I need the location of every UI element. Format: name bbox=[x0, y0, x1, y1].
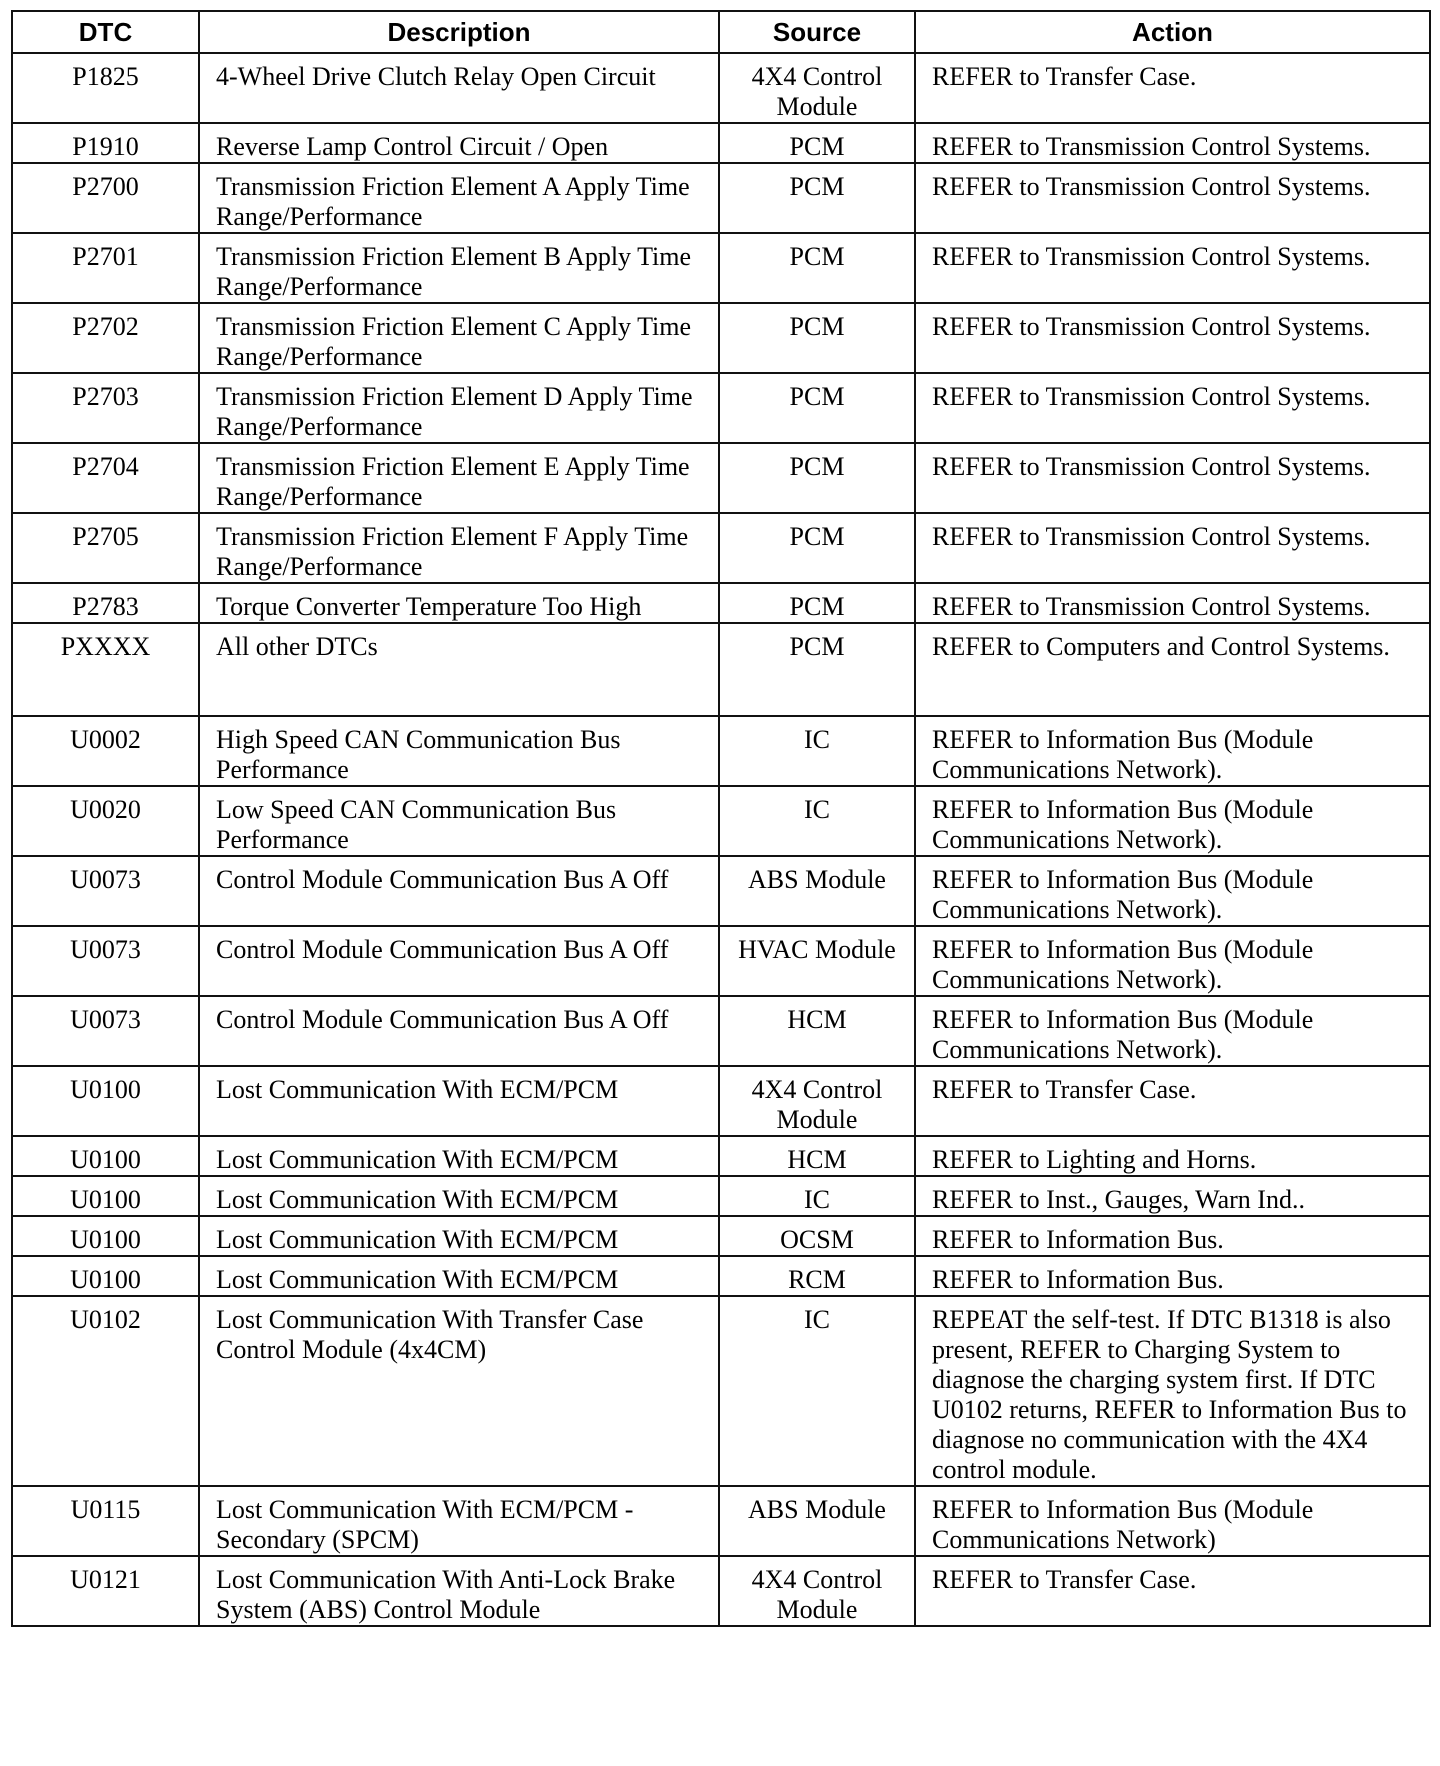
table-row bbox=[12, 716, 1430, 786]
source-cell: PCM bbox=[719, 123, 915, 163]
description-cell: Transmission Friction Element C Apply Time Range/Performance bbox=[199, 303, 719, 373]
table-row bbox=[12, 303, 1430, 373]
dtc-cell: U0100 bbox=[12, 1066, 199, 1136]
table-row bbox=[12, 996, 1430, 1066]
description-cell: Transmission Friction Element A Apply Time Range/Performance bbox=[199, 163, 719, 233]
action-cell: REFER to Transmission Control Systems. bbox=[915, 513, 1430, 583]
source-cell: PCM bbox=[719, 583, 915, 623]
header-dtc: DTC bbox=[12, 11, 199, 53]
description-cell: Transmission Friction Element D Apply Time Range/Performance bbox=[199, 373, 719, 443]
description-cell: Control Module Communication Bus A Off bbox=[199, 856, 719, 926]
source-cell: 4X4 Control Module bbox=[719, 1066, 915, 1136]
action-cell: REFER to Transmission Control Systems. bbox=[915, 303, 1430, 373]
description-cell: Torque Converter Temperature Too High bbox=[199, 583, 719, 623]
table-row bbox=[12, 233, 1430, 303]
header-description: Description bbox=[199, 11, 719, 53]
dtc-table bbox=[11, 10, 1431, 1627]
description-cell: Lost Communication With ECM/PCM - Secondary (SPCM) bbox=[199, 1486, 719, 1556]
dtc-cell: U0002 bbox=[12, 716, 199, 786]
table-row bbox=[12, 163, 1430, 233]
table-row bbox=[12, 1256, 1430, 1296]
source-cell: PCM bbox=[719, 513, 915, 583]
source-cell: PCM bbox=[719, 303, 915, 373]
description-cell: Lost Communication With ECM/PCM bbox=[199, 1176, 719, 1216]
action-cell: REFER to Information Bus (Module Communications Network). bbox=[915, 716, 1430, 786]
source-cell: PCM bbox=[719, 623, 915, 716]
table-row bbox=[12, 1176, 1430, 1216]
action-cell: REFER to Inst., Gauges, Warn Ind.. bbox=[915, 1176, 1430, 1216]
dtc-cell: U0073 bbox=[12, 996, 199, 1066]
source-cell: IC bbox=[719, 1176, 915, 1216]
dtc-cell: P2701 bbox=[12, 233, 199, 303]
action-cell: REFER to Computers and Control Systems. bbox=[915, 623, 1430, 716]
description-cell: Transmission Friction Element F Apply Time Range/Performance bbox=[199, 513, 719, 583]
dtc-cell: P2783 bbox=[12, 583, 199, 623]
source-cell: PCM bbox=[719, 443, 915, 513]
dtc-cell: P1910 bbox=[12, 123, 199, 163]
action-cell: REFER to Transfer Case. bbox=[915, 1066, 1430, 1136]
action-cell: REFER to Information Bus. bbox=[915, 1256, 1430, 1296]
action-cell: REFER to Transmission Control Systems. bbox=[915, 123, 1430, 163]
source-cell: PCM bbox=[719, 373, 915, 443]
action-cell: REFER to Information Bus (Module Communications Network). bbox=[915, 926, 1430, 996]
action-cell: REFER to Transmission Control Systems. bbox=[915, 233, 1430, 303]
source-cell: PCM bbox=[719, 163, 915, 233]
table-row bbox=[12, 786, 1430, 856]
dtc-cell: U0121 bbox=[12, 1556, 199, 1626]
description-cell: Low Speed CAN Communication Bus Performance bbox=[199, 786, 719, 856]
table-row bbox=[12, 1486, 1430, 1556]
dtc-cell: U0020 bbox=[12, 786, 199, 856]
source-cell: PCM bbox=[719, 233, 915, 303]
dtc-cell: P2700 bbox=[12, 163, 199, 233]
action-cell: REFER to Information Bus (Module Communications Network). bbox=[915, 996, 1430, 1066]
table-row bbox=[12, 53, 1430, 123]
description-cell: Lost Communication With Anti-Lock Brake System (ABS) Control Module bbox=[199, 1556, 719, 1626]
action-cell: REFER to Information Bus (Module Communications Network) bbox=[915, 1486, 1430, 1556]
dtc-cell: U0100 bbox=[12, 1256, 199, 1296]
source-cell: IC bbox=[719, 786, 915, 856]
table-row bbox=[12, 1216, 1430, 1256]
dtc-cell: PXXXX bbox=[12, 623, 199, 716]
table-row bbox=[12, 513, 1430, 583]
source-cell: IC bbox=[719, 1296, 915, 1486]
table-row bbox=[12, 1556, 1430, 1626]
header-action: Action bbox=[915, 11, 1430, 53]
description-cell: Control Module Communication Bus A Off bbox=[199, 996, 719, 1066]
table-row bbox=[12, 443, 1430, 513]
action-cell: REFER to Transmission Control Systems. bbox=[915, 163, 1430, 233]
action-cell: REFER to Transfer Case. bbox=[915, 53, 1430, 123]
table-row bbox=[12, 926, 1430, 996]
action-cell: REFER to Lighting and Horns. bbox=[915, 1136, 1430, 1176]
table-body bbox=[12, 53, 1430, 1626]
header-source: Source bbox=[719, 11, 915, 53]
source-cell: ABS Module bbox=[719, 856, 915, 926]
table-row bbox=[12, 373, 1430, 443]
description-cell: Transmission Friction Element E Apply Time Range/Performance bbox=[199, 443, 719, 513]
action-cell: REFER to Information Bus (Module Communications Network). bbox=[915, 786, 1430, 856]
description-cell: Lost Communication With ECM/PCM bbox=[199, 1216, 719, 1256]
dtc-cell: P1825 bbox=[12, 53, 199, 123]
description-cell: Lost Communication With ECM/PCM bbox=[199, 1136, 719, 1176]
description-cell: Transmission Friction Element B Apply Time Range/Performance bbox=[199, 233, 719, 303]
dtc-cell: U0102 bbox=[12, 1296, 199, 1486]
dtc-cell: P2705 bbox=[12, 513, 199, 583]
dtc-cell: U0100 bbox=[12, 1216, 199, 1256]
table-row bbox=[12, 1136, 1430, 1176]
table-row bbox=[12, 856, 1430, 926]
description-cell: Lost Communication With ECM/PCM bbox=[199, 1066, 719, 1136]
table-row bbox=[12, 583, 1430, 623]
source-cell: HCM bbox=[719, 1136, 915, 1176]
source-cell: HCM bbox=[719, 996, 915, 1066]
dtc-cell: P2702 bbox=[12, 303, 199, 373]
dtc-cell: U0073 bbox=[12, 856, 199, 926]
description-cell: Lost Communication With ECM/PCM bbox=[199, 1256, 719, 1296]
action-cell: REFER to Information Bus. bbox=[915, 1216, 1430, 1256]
action-cell: REFER to Transmission Control Systems. bbox=[915, 373, 1430, 443]
source-cell: HVAC Module bbox=[719, 926, 915, 996]
dtc-cell: U0100 bbox=[12, 1176, 199, 1216]
source-cell: 4X4 Control Module bbox=[719, 53, 915, 123]
action-cell: REFER to Information Bus (Module Communications Network). bbox=[915, 856, 1430, 926]
description-cell: Reverse Lamp Control Circuit / Open bbox=[199, 123, 719, 163]
description-cell: All other DTCs bbox=[199, 623, 719, 716]
dtc-cell: U0115 bbox=[12, 1486, 199, 1556]
table-row bbox=[12, 623, 1430, 716]
description-cell: Lost Communication With Transfer Case Control Module (4x4CM) bbox=[199, 1296, 719, 1486]
source-cell: RCM bbox=[719, 1256, 915, 1296]
dtc-cell: P2703 bbox=[12, 373, 199, 443]
source-cell: OCSM bbox=[719, 1216, 915, 1256]
dtc-cell: U0100 bbox=[12, 1136, 199, 1176]
source-cell: 4X4 Control Module bbox=[719, 1556, 915, 1626]
description-cell: High Speed CAN Communication Bus Performance bbox=[199, 716, 719, 786]
action-cell: REFER to Transmission Control Systems. bbox=[915, 583, 1430, 623]
description-cell: 4-Wheel Drive Clutch Relay Open Circuit bbox=[199, 53, 719, 123]
table-row bbox=[12, 1066, 1430, 1136]
description-cell: Control Module Communication Bus A Off bbox=[199, 926, 719, 996]
source-cell: ABS Module bbox=[719, 1486, 915, 1556]
table-row bbox=[12, 1296, 1430, 1486]
dtc-cell: U0073 bbox=[12, 926, 199, 996]
action-cell: REPEAT the self-test. If DTC B1318 is also present, REFER to Charging System to diagnose the charging system first. If DTC U0102 returns, REFER to Information Bus to diagnose no communication with the 4X4 control module. bbox=[915, 1296, 1430, 1486]
action-cell: REFER to Transmission Control Systems. bbox=[915, 443, 1430, 513]
action-cell: REFER to Transfer Case. bbox=[915, 1556, 1430, 1626]
header-row bbox=[12, 11, 1430, 53]
table-row bbox=[12, 123, 1430, 163]
source-cell: IC bbox=[719, 716, 915, 786]
dtc-cell: P2704 bbox=[12, 443, 199, 513]
